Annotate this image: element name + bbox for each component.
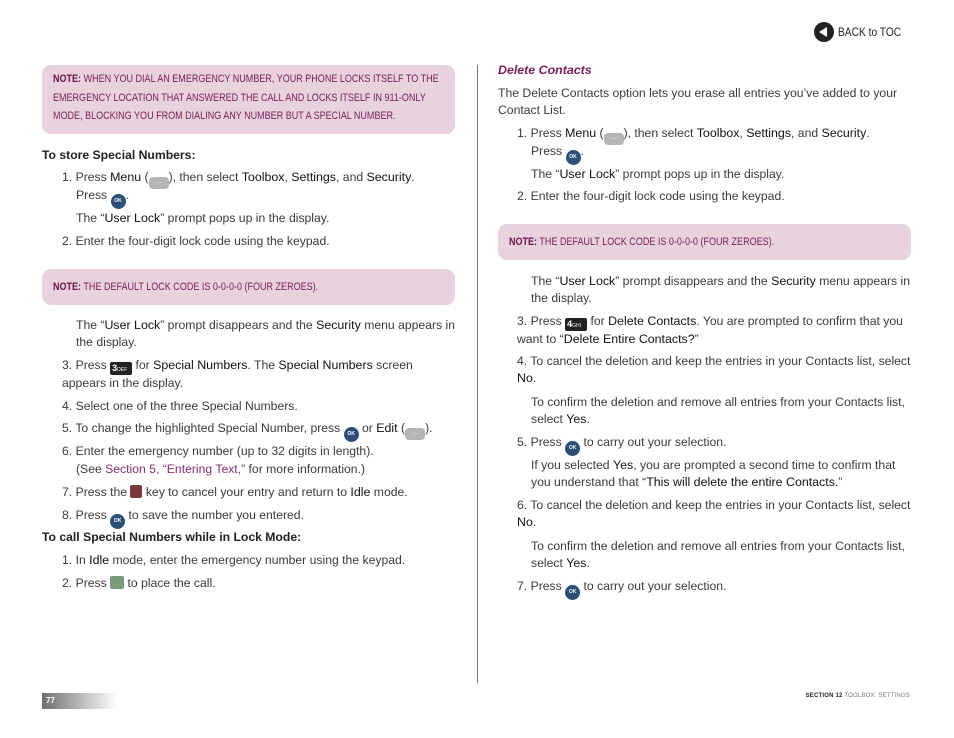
key-3-icon: 3DEF xyxy=(110,362,132,375)
section-heading: To store Special Numbers: xyxy=(42,148,196,162)
r-step-2-result: The “User Lock” prompt disappears and the Security menu appears in the display. xyxy=(531,274,911,305)
menu-key-icon: … xyxy=(149,177,169,189)
ok-key-icon: OK xyxy=(344,427,359,442)
note-default-code: NOTE: THE DEFAULT LOCK CODE IS 0-0-0-0 (FOUR ZEROES). xyxy=(42,269,455,305)
note-label: NOTE: xyxy=(53,73,82,85)
r-step-4-confirm: To confirm the deletion and remove all entries from your Contacts list, select Yes. xyxy=(531,395,905,426)
note-text: WHEN YOU DIAL AN EMERGENCY NUMBER, YOUR PHONE LOCKS ITSELF TO THE EMERGENCY LOCATION THAT ANSWERED THE CALL AND LOCKS ITSELF IN 911-ONLY MODE, BLOCKING YOU FROM DIALING ANY NUMBER BUT A SPECIAL NUMBER. xyxy=(53,73,439,122)
intro-paragraph: The Delete Contacts option lets you erase all entries you’ve added to your Contact List. xyxy=(498,86,898,117)
ok-key-icon: OK xyxy=(111,194,126,209)
back-to-toc-label: BACK to TOC xyxy=(837,25,901,39)
step-1: 1. Press Menu ( … ), then select Toolbox, Settings, and Security. xyxy=(62,169,457,189)
back-to-toc-link[interactable] xyxy=(814,22,912,42)
step-2-result: The “User Lock” prompt disappears and the Security menu appears in the display. xyxy=(76,318,456,349)
section-title: Delete Contacts xyxy=(498,63,592,77)
menu-key-icon: … xyxy=(604,133,624,145)
r-step-4: 4. To cancel the deletion and keep the entries in your Contacts list, select No. xyxy=(517,354,911,385)
step-4: 4. Select one of the three Special Numbers. xyxy=(62,399,298,413)
step-3: 3. Press 3DEF for Special Numbers. The Special Numbers screen appears in the display. xyxy=(62,358,413,390)
ok-key-icon: OK xyxy=(110,514,125,529)
r-step-1-press: Press OK . xyxy=(531,143,584,165)
step-6: 6. Enter the emergency number (up to 32 digits in length). xyxy=(62,444,374,458)
ok-key-icon: OK xyxy=(565,585,580,600)
step-1-press: Press OK . xyxy=(76,187,129,209)
send-key-icon xyxy=(110,576,124,589)
r-step-1: 1. Press Menu ( … ), then select Toolbox, Settings, and Security. xyxy=(517,125,912,145)
r-step-1-result: The “User Lock” prompt pops up in the display. xyxy=(531,167,785,181)
section-5-link[interactable]: Section 5, “Entering Text,” xyxy=(105,462,246,476)
key-4-icon: 4GHI xyxy=(565,318,587,331)
step-1-result: The “User Lock” prompt pops up in the display. xyxy=(76,211,330,225)
step-5: 5. To change the highlighted Special Number, press OK or Edit ( … ). xyxy=(62,420,462,442)
r-step-2: 2. Enter the four-digit lock code using the keypad. xyxy=(517,189,785,203)
end-key-icon xyxy=(130,485,142,498)
column-divider xyxy=(477,65,478,683)
r-step-5-result: If you selected Yes, you are prompted a second time to confirm that you understand that “This will delete the entire Contacts.” xyxy=(531,458,896,489)
step-8: 8. Press OK to save the number you entered. xyxy=(62,507,304,529)
r-step-3: 3. Press 4GHI for Delete Contacts. You are prompted to confirm that you want to “Delete Entire Contacts?” xyxy=(517,314,903,346)
step-6-ref: (See Section 5, “Entering Text,” for more information.) xyxy=(76,462,366,476)
back-arrow-icon xyxy=(814,22,834,42)
r-step-5: 5. Press OK to carry out your selection. xyxy=(517,434,726,456)
call-step-1: 1. In Idle mode, enter the emergency number using the keypad. xyxy=(62,553,406,567)
ok-key-icon: OK xyxy=(565,441,580,456)
step-2: 2. Enter the four-digit lock code using the keypad. xyxy=(62,234,330,248)
footer-section: SECTION 12 TOOLBOX: SETTINGS xyxy=(805,693,910,699)
note-emergency xyxy=(42,65,455,134)
step-7: 7. Press the key to cancel your entry and return to Idle mode. xyxy=(62,485,408,499)
note-default-code-right: NOTE: THE DEFAULT LOCK CODE IS 0-0-0-0 (FOUR ZEROES). xyxy=(498,224,911,260)
r-step-6-confirm: To confirm the deletion and remove all entries from your Contacts list, select Yes. xyxy=(531,539,905,570)
r-step-6: 6. To cancel the deletion and keep the entries in your Contacts list, select No. xyxy=(517,498,911,529)
edit-key-icon: … xyxy=(405,428,425,440)
section-heading-2: To call Special Numbers while in Lock Mode: xyxy=(42,530,302,544)
page-number: 77 xyxy=(42,693,117,709)
r-step-7: 7. Press OK to carry out your selection. xyxy=(517,578,726,600)
call-step-2: 2. Press to place the call. xyxy=(62,576,216,590)
ok-key-icon: OK xyxy=(566,150,581,165)
